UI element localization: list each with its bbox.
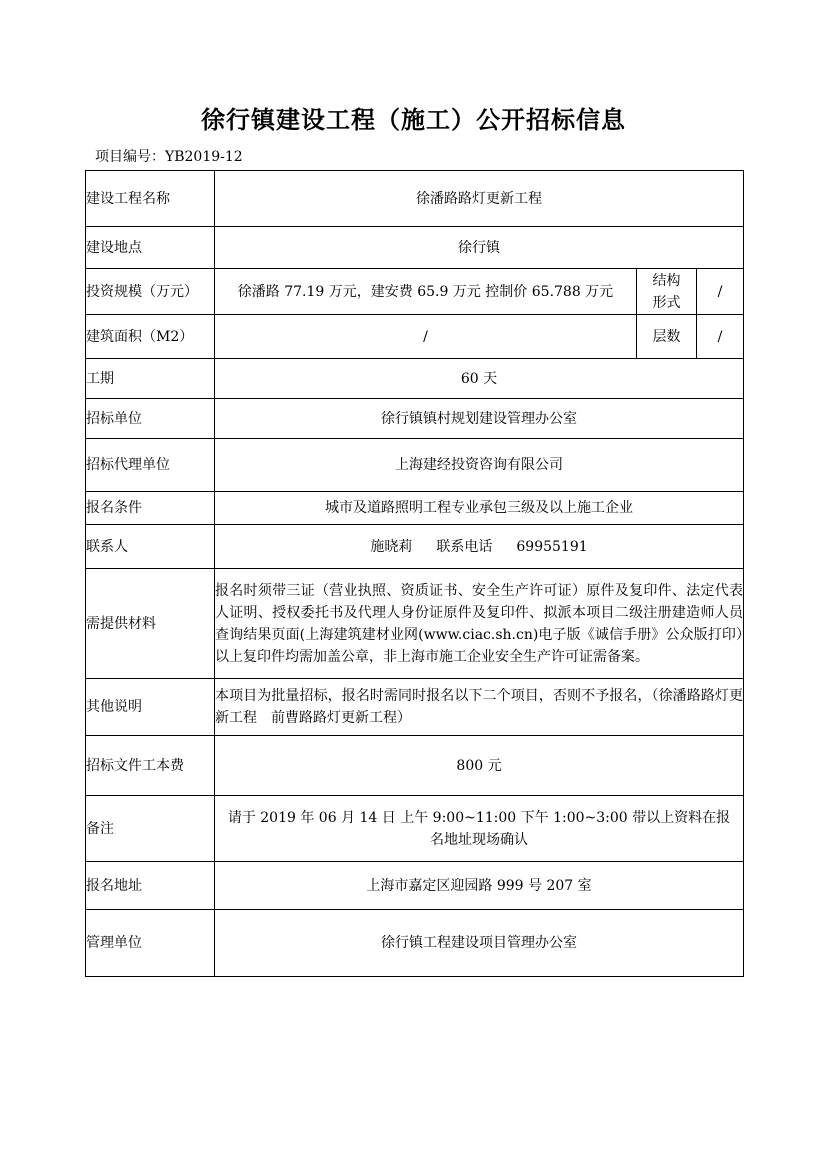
label-structure: 结构形式	[637, 269, 697, 315]
label-agent: 招标代理单位	[86, 439, 215, 492]
value-tenderer: 徐行镇镇村规划建设管理办公室	[215, 399, 744, 439]
contact-phone-label: 联系电话	[436, 538, 493, 555]
label-conditions: 报名条件	[86, 492, 215, 525]
label-period: 工期	[86, 359, 215, 399]
value-project-name: 徐潘路路灯更新工程	[215, 171, 744, 227]
value-doc-fee: 800 元	[215, 736, 744, 796]
value-manager: 徐行镇工程建设项目管理办公室	[215, 910, 744, 977]
row-tenderer	[86, 399, 744, 439]
value-floors: /	[697, 315, 744, 359]
row-period	[86, 359, 744, 399]
contact-name: 施晓莉	[370, 538, 413, 555]
row-reg-address	[86, 862, 744, 910]
row-notes	[86, 679, 744, 736]
value-period: 60 天	[215, 359, 744, 399]
row-conditions	[86, 492, 744, 525]
label-area: 建筑面积（M2）	[86, 315, 215, 359]
label-tenderer: 招标单位	[86, 399, 215, 439]
row-agent	[86, 439, 744, 492]
row-remarks	[86, 796, 744, 862]
value-reg-address: 上海市嘉定区迎园路 999 号 207 室	[215, 862, 744, 910]
value-notes: 本项目为批量招标，报名时需同时报名以下二个项目，否则不予报名，（徐潘路路灯更新工程 前曹路路灯更新工程）	[215, 679, 744, 736]
value-remarks: 请于 2019 年 06 月 14 日 上午 9:00~11:00 下午 1:00~3:00 带以上资料在报名地址现场确认	[215, 796, 744, 862]
label-project-name: 建设工程名称	[86, 171, 215, 227]
contact-phone: 69955191	[516, 538, 588, 555]
label-contact: 联系人	[86, 525, 215, 569]
value-conditions: 城市及道路照明工程专业承包三级及以上施工企业	[215, 492, 744, 525]
row-investment	[86, 269, 744, 315]
label-manager: 管理单位	[86, 910, 215, 977]
row-materials	[86, 569, 744, 679]
value-area: /	[215, 315, 637, 359]
row-project-name	[86, 171, 744, 227]
row-doc-fee	[86, 736, 744, 796]
row-location	[86, 227, 744, 269]
project-number: 项目编号：YB2019-12	[95, 149, 243, 165]
page-title: 徐行镇建设工程（施工）公开招标信息	[201, 106, 626, 134]
value-location: 徐行镇	[215, 227, 744, 269]
row-contact	[86, 525, 744, 569]
label-investment: 投资规模（万元）	[86, 269, 215, 315]
row-manager	[86, 910, 744, 977]
value-structure: /	[697, 269, 744, 315]
value-agent: 上海建经投资咨询有限公司	[215, 439, 744, 492]
label-doc-fee: 招标文件工本费	[86, 736, 215, 796]
value-materials: 报名时须带三证（营业执照、资质证书、安全生产许可证）原件及复印件、法定代表人证明、授权委托书及代理人身份证原件及复印件、拟派本项目二级注册建造师人员查询结果页面(上海建筑建材业网(www.ciac.sh.cn)电子版《诚信手册》公众版打印）以上复印件均需加盖公章，非上海市施工企业安全生产许可证需备案。	[215, 569, 744, 679]
value-contact	[215, 525, 744, 569]
tender-info-table	[85, 170, 744, 977]
label-floors: 层数	[637, 315, 697, 359]
label-materials: 需提供材料	[86, 569, 215, 679]
label-notes: 其他说明	[86, 679, 215, 736]
label-location: 建设地点	[86, 227, 215, 269]
label-reg-address: 报名地址	[86, 862, 215, 910]
row-area	[86, 315, 744, 359]
value-investment: 徐潘路 77.19 万元，建安费 65.9 万元 控制价 65.788 万元	[215, 269, 637, 315]
label-remarks: 备注	[86, 796, 215, 862]
